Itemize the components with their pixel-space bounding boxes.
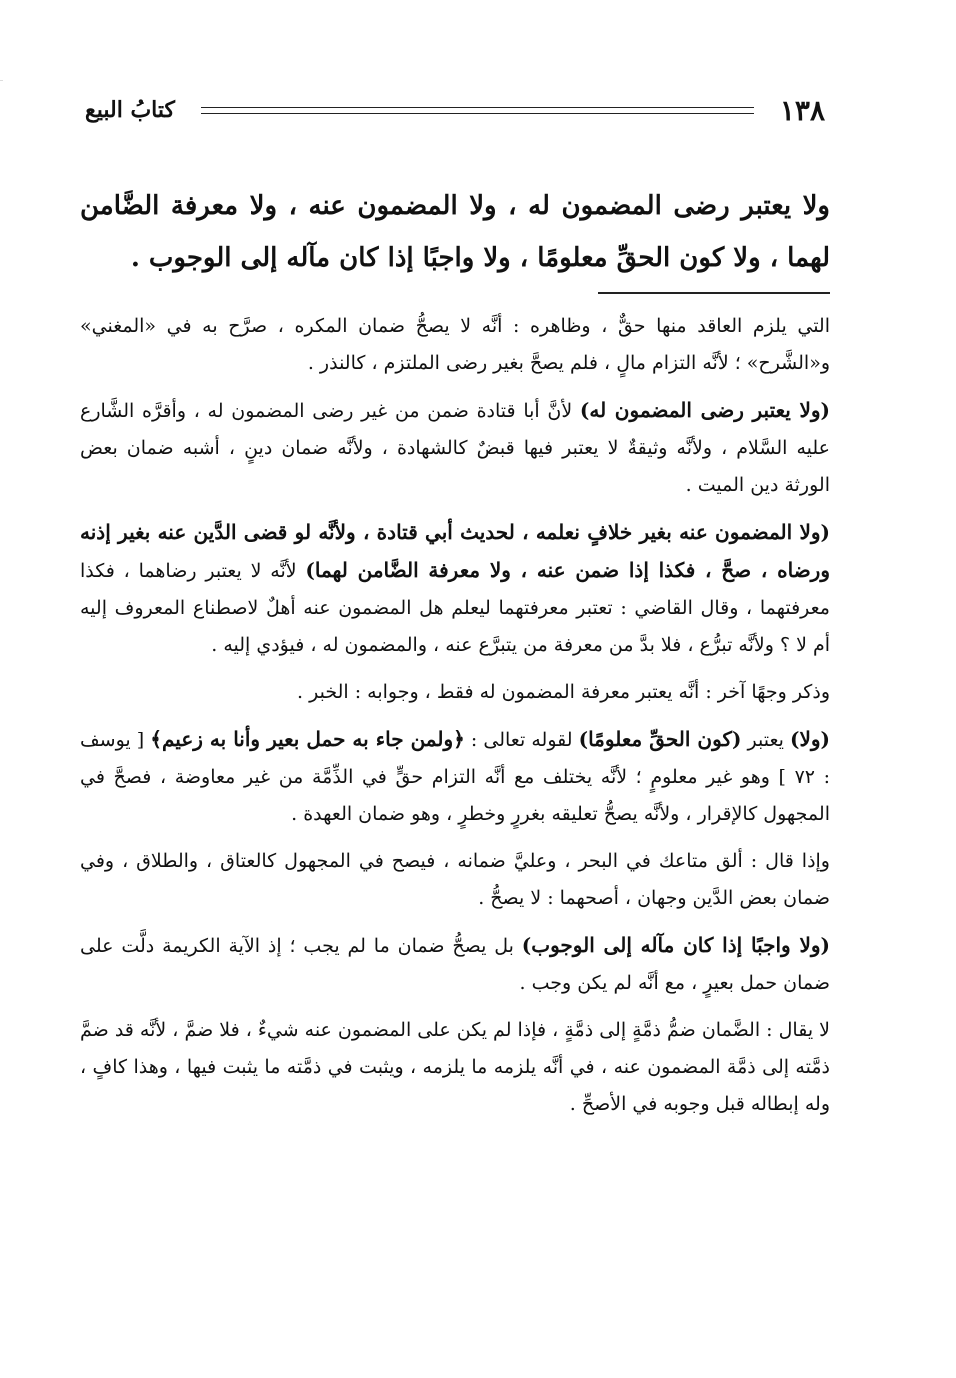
commentary-segment: يعتبر <box>741 729 790 751</box>
commentary-segment: لأنَّ أبا قتادة ضمن من غير رضى المضمون له ، وأقرَّه الشَّارع عليه السَّلام ، ولأنَّه وثيقةٌ لا يعتبر فيها قبضٌ كالشهادة ، ولأنَّه ضمان دينٍ ، أشبه ضمان بعض الورثة دين الميت . <box>80 400 830 496</box>
commentary-paragraph <box>80 674 830 711</box>
commentary-segment: التي يلزم العاقد منها حقٌّ ، وظاهره : أنَّه لا يصحُّ ضمان المكره ، صرَّح به في «المغني» و«الشَّرح» ؛ لأنَّه التزام مالٍ ، فلم يصحَّ بغير رضى الملتزم ، كالنذر . <box>80 315 830 374</box>
quoted-matn-segment: (كون الحقِّ معلومًا) <box>578 727 742 751</box>
commentary-segment: بل يصحُّ ضمان ما لم يجب ؛ إذ الآية الكريمة دلَّت على ضمان حمل بعيرٍ ، مع أنَّه لم يكن وجب . <box>80 935 830 994</box>
commentary-paragraph <box>80 308 830 382</box>
matn-text: ولا يعتبر رضى المضمون له ، ولا المضمون عنه ، ولا معرفة الضَّامن لهما ، ولا كون الحقِّ معلومًا ، ولا واجبًا إذا كان مآله إلى الوجوب . <box>80 191 830 273</box>
commentary-segment: لا يقال : الضَّمان ضمُّ ذمَّةٍ إلى ذمَّةٍ ، فإذا لم يكن على المضمون عنه شيءٌ ، فلا ضمَّ ، لأنَّه قد ضمَّ ذمَّته إلى ذمَّة المضمون عنه ، في أنَّه يلزمه ما يلزمه ، ويثبت في ذمَّته ما يثبت فيها ، وهذا كافٍ ، وله إبطاله قبل وجوبه في الأصحِّ . <box>80 1019 830 1115</box>
running-header <box>85 88 825 132</box>
commentary-paragraph <box>80 514 830 664</box>
commentary-segment: وإذا قال : ألق متاعك في البحر ، وعليَّ ضمانه ، فيصح في المجهول كالعتاق ، والطلاق ، وفي ضمان بعض الدَّين وجهان ، أصحهما : لا يصحُّ . <box>80 850 830 909</box>
page-number: ١٣٨ <box>779 93 825 127</box>
quoted-matn-segment: (ولا يعتبر رضى المضمون له) <box>579 398 830 422</box>
quoted-matn-segment: ﴿ولمن جاء به حمل بعير وأنا به زعيم﴾ <box>150 727 465 751</box>
book-title: كتابُ البيع <box>85 97 175 123</box>
commentary-separator <box>598 292 830 294</box>
commentary-segment: لقوله تعالى : <box>464 729 579 751</box>
commentary-segment: وذكر وجهًا آخر : أنَّه يعتبر معرفة المضمون له فقط ، وجوابه : الخبر . <box>297 681 830 703</box>
commentary-segment: لأنَّه لا يعتبر رضاهما ، فكذا معرفتهما ، وقال القاضي : تعتبر معرفتهما ليعلم هل المضمون عنه أهلٌ لاصطناع المعروف إليه أم لا ؟ ولأنَّه تبرُّع ، فلا بدَّ من معرفة من يتبرَّع عنه ، والمضمون له ، فيؤدي إليه . <box>80 560 830 656</box>
commentary <box>80 308 830 1133</box>
quoted-matn-segment: (ولا المضمون عنه بغير خلافٍ نعلمه ، لحديث أبي قتادة ، ولأنَّه لو قضى الدَّين عنه بغير إذنه ورضاه ، صحَّ ، فكذا إذا ضمن عنه ، ولا معرفة الضَّامن لهما) <box>80 520 830 582</box>
quoted-matn-segment: (ولا) <box>790 727 830 751</box>
commentary-segment: [ يوسف : ٧٢ ] وهو غير معلومٍ ؛ لأنَّه يختلف مع أنَّه التزام حقٍّ في الذِّمَّة من غير معاوضة ، فصحَّ في المجهول كالإقرار ، ولأنَّه يصحُّ تعليقه بغررٍ وخطرٍ ، وهو ضمان العهدة . <box>80 729 830 825</box>
commentary-paragraph <box>80 721 830 833</box>
commentary-paragraph <box>80 392 830 504</box>
commentary-paragraph <box>80 1012 830 1123</box>
header-rule <box>201 107 754 114</box>
quoted-matn-segment: (ولا واجبًا إذا كان مآله إلى الوجوب) <box>521 933 830 957</box>
scan-mark <box>0 80 3 81</box>
commentary-paragraph <box>80 927 830 1002</box>
commentary-paragraph <box>80 843 830 917</box>
